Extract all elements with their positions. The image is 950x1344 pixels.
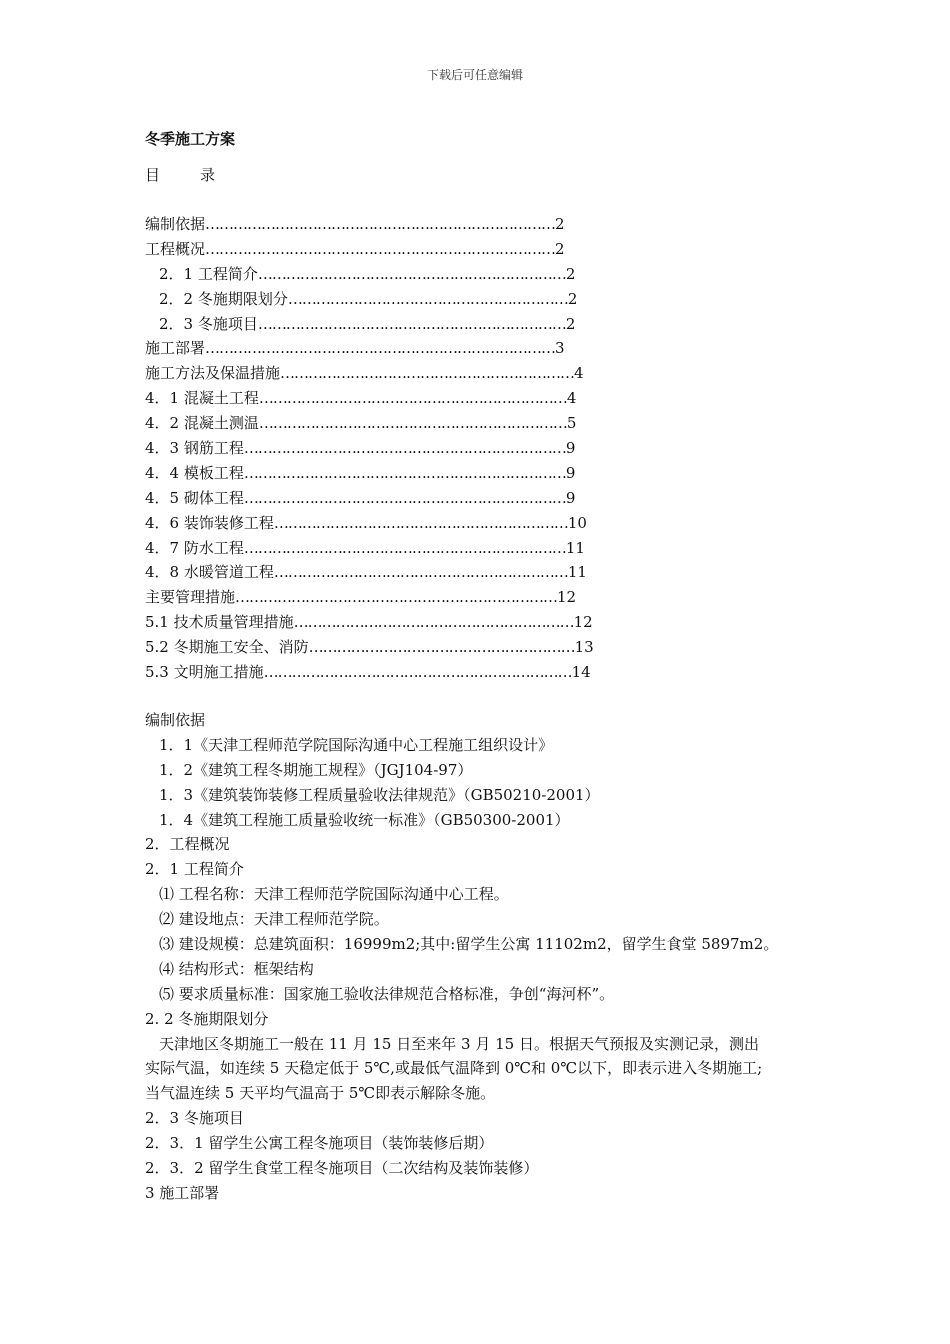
toc-entry-leader: …………………………………………………………… bbox=[243, 439, 566, 458]
toc-entry[interactable] bbox=[145, 212, 645, 237]
toc-entry-page: 11 bbox=[565, 538, 585, 557]
toc-entry[interactable] bbox=[145, 262, 645, 287]
toc-entry-label: 4．6 装饰装修工程 bbox=[145, 513, 274, 532]
toc-entry[interactable] bbox=[145, 312, 645, 337]
body-line: 1．1《天津工程师范学院国际沟通中心工程施工组织设计》 bbox=[159, 735, 554, 754]
toc-entry-leader: ………………………………………………………… bbox=[258, 414, 567, 433]
toc-entry-label: 2．1 工程简介 bbox=[159, 264, 258, 283]
body-line: 3 施工部署 bbox=[145, 1183, 220, 1202]
toc-entry-page: 9 bbox=[565, 488, 576, 507]
body-line: 2．3．2 留学生食堂工程冬施项目（二次结构及装饰装修） bbox=[145, 1159, 539, 1178]
document-title: 冬季施工方案 bbox=[145, 130, 236, 148]
toc-entry[interactable] bbox=[145, 461, 645, 486]
body-line: ⑴ 工程名称：天津工程师范学院国际沟通中心工程。 bbox=[159, 885, 509, 904]
document-body bbox=[145, 708, 825, 1206]
toc-heading-right: 录 bbox=[200, 166, 216, 184]
toc-entry-leader: …………………………………………………… bbox=[293, 613, 574, 632]
toc-entry-leader: …………………………………………………………… bbox=[243, 538, 566, 557]
toc-entry-label: 4．3 钢筋工程 bbox=[145, 439, 244, 458]
toc-entry-page: 3 bbox=[555, 339, 565, 358]
toc-entry-label: 5.2 冬期施工安全、消防 bbox=[145, 638, 309, 657]
toc-entry[interactable] bbox=[145, 436, 645, 461]
body-line: 2．3 冬施项目 bbox=[145, 1109, 244, 1128]
toc-entry-leader: …………………………………………………… bbox=[287, 289, 568, 308]
toc-entry-leader: ………………………………………………… bbox=[308, 638, 575, 657]
toc-entry-leader: …………………………………………………………… bbox=[243, 488, 566, 507]
toc-entry-page: 13 bbox=[574, 638, 594, 657]
toc-entry[interactable] bbox=[145, 635, 645, 660]
toc-entry-page: 2 bbox=[555, 215, 565, 233]
toc-entry-page: 11 bbox=[567, 563, 587, 582]
toc-entry-label: 2．3 冬施项目 bbox=[159, 314, 258, 333]
toc-entry-page: 9 bbox=[565, 463, 576, 482]
toc-entry-leader: ……………………………………………………… bbox=[273, 563, 568, 582]
toc-entry[interactable] bbox=[145, 386, 645, 411]
toc-entry-page: 9 bbox=[565, 439, 576, 458]
toc-entry-label: 4．5 砌体工程 bbox=[145, 488, 244, 507]
toc-entry-leader: …………………………………………………………… bbox=[243, 463, 566, 482]
toc-entry-label: 4．7 防水工程 bbox=[145, 538, 244, 557]
toc-entry-leader: …………………………………………………………… bbox=[235, 588, 558, 607]
body-line: 实际气温，如连续 5 天稳定低于 5℃,或最低气温降到 0℃和 0℃以下，即表示进入冬期施工; bbox=[145, 1059, 763, 1078]
toc-entry-label: 施工部署 bbox=[145, 339, 206, 358]
toc-heading bbox=[145, 164, 215, 185]
toc-entry[interactable] bbox=[145, 287, 645, 312]
toc-entry-label: 主要管理措施 bbox=[145, 588, 236, 607]
toc-entry-leader: ………………………………………………………… bbox=[257, 264, 566, 283]
body-line: 1．2《建筑工程冬期施工规程》（JGJ104-97） bbox=[159, 760, 473, 779]
toc-entry[interactable] bbox=[145, 660, 645, 685]
toc-entry-page: 2 bbox=[565, 314, 576, 333]
body-line: 编制依据 bbox=[145, 711, 206, 729]
body-line: 2．工程概况 bbox=[145, 835, 230, 854]
toc-heading-left: 目 bbox=[145, 166, 161, 184]
body-line: ⑷ 结构形式：框架结构 bbox=[159, 959, 314, 978]
toc-entry-label: 4．1 混凝土工程 bbox=[145, 389, 259, 408]
toc-entry[interactable] bbox=[145, 585, 645, 610]
body-line: 1．4《建筑工程施工质量验收统一标准》（GB50300-2001） bbox=[159, 810, 570, 829]
toc-entry[interactable] bbox=[145, 237, 645, 262]
toc-entry-page: 4 bbox=[574, 364, 584, 383]
toc-entry-leader: ………………………………………………………………… bbox=[205, 339, 556, 358]
toc-entry-label: 5.3 文明施工措施 bbox=[145, 663, 264, 682]
toc-entry-leader: ………………………………………………………… bbox=[258, 389, 567, 408]
toc-entry-leader: ………………………………………………………… bbox=[263, 663, 572, 682]
body-line: 2．1 工程简介 bbox=[145, 860, 244, 879]
toc-entry-page: 4 bbox=[566, 389, 577, 408]
toc-entry-label: 4．2 混凝土测温 bbox=[145, 414, 259, 433]
body-line: 天津地区冬期施工一般在 11 月 15 日至来年 3 月 15 日。根据天气预报及实测记录，测出 bbox=[159, 1034, 759, 1053]
toc-entry[interactable] bbox=[145, 411, 645, 436]
toc-entry-page: 12 bbox=[557, 588, 577, 607]
toc-entry[interactable] bbox=[145, 361, 645, 386]
body-line: 2. 2 冬施期限划分 bbox=[145, 1009, 269, 1028]
toc-entry-leader: ………………………………………………………………… bbox=[205, 239, 556, 258]
page-header: 下载后可任意编辑 bbox=[426, 68, 523, 82]
toc-entry-page: 14 bbox=[571, 663, 591, 682]
toc-entry[interactable] bbox=[145, 511, 645, 536]
toc-entry-leader: ……………………………………………………… bbox=[273, 513, 568, 532]
table-of-contents bbox=[145, 212, 645, 685]
toc-entry-leader: ……………………………………………………… bbox=[280, 364, 575, 383]
body-line: 当气温连续 5 天平均气温高于 5℃即表示解除冬施。 bbox=[145, 1084, 496, 1103]
toc-entry-page: 2 bbox=[565, 264, 576, 283]
toc-entry-page: 2 bbox=[555, 239, 565, 258]
toc-entry[interactable] bbox=[145, 536, 645, 561]
body-line: 1．3《建筑装饰装修工程质量验收法律规范》（GB50210-2001） bbox=[159, 785, 600, 804]
toc-entry-label: 编制依据 bbox=[145, 215, 206, 233]
toc-entry[interactable] bbox=[145, 486, 645, 511]
toc-entry-label: 2．2 冬施期限划分 bbox=[159, 289, 288, 308]
toc-entry-page: 2 bbox=[567, 289, 578, 308]
body-line: ⑸ 要求质量标准：国家施工验收法律规范合格标准，争创“海河杯”。 bbox=[159, 984, 615, 1003]
toc-entry-page: 5 bbox=[566, 414, 577, 433]
body-line: ⑵ 建设地点：天津工程师范学院。 bbox=[159, 910, 389, 929]
toc-entry-label: 施工方法及保温措施 bbox=[145, 364, 281, 383]
body-line: 2．3．1 留学生公寓工程冬施项目（装饰装修后期） bbox=[145, 1134, 494, 1153]
toc-entry-label: 5.1 技术质量管理措施 bbox=[145, 613, 294, 632]
toc-entry[interactable] bbox=[145, 610, 645, 635]
toc-entry-page: 12 bbox=[573, 613, 593, 632]
toc-entry-label: 4．4 模板工程 bbox=[145, 463, 244, 482]
toc-entry-label: 工程概况 bbox=[145, 239, 206, 258]
toc-entry[interactable] bbox=[145, 336, 645, 361]
toc-entry[interactable] bbox=[145, 560, 645, 585]
body-line: ⑶ 建设规模：总建筑面积：16999m2;其中:留学生公寓 11102m2，留学生食堂 5897m2。 bbox=[159, 935, 779, 954]
toc-entry-page: 10 bbox=[567, 513, 587, 532]
toc-entry-leader: ………………………………………………………… bbox=[257, 314, 566, 333]
toc-entry-leader: ………………………………………………………………… bbox=[205, 215, 556, 233]
toc-entry-label: 4．8 水暖管道工程 bbox=[145, 563, 274, 582]
